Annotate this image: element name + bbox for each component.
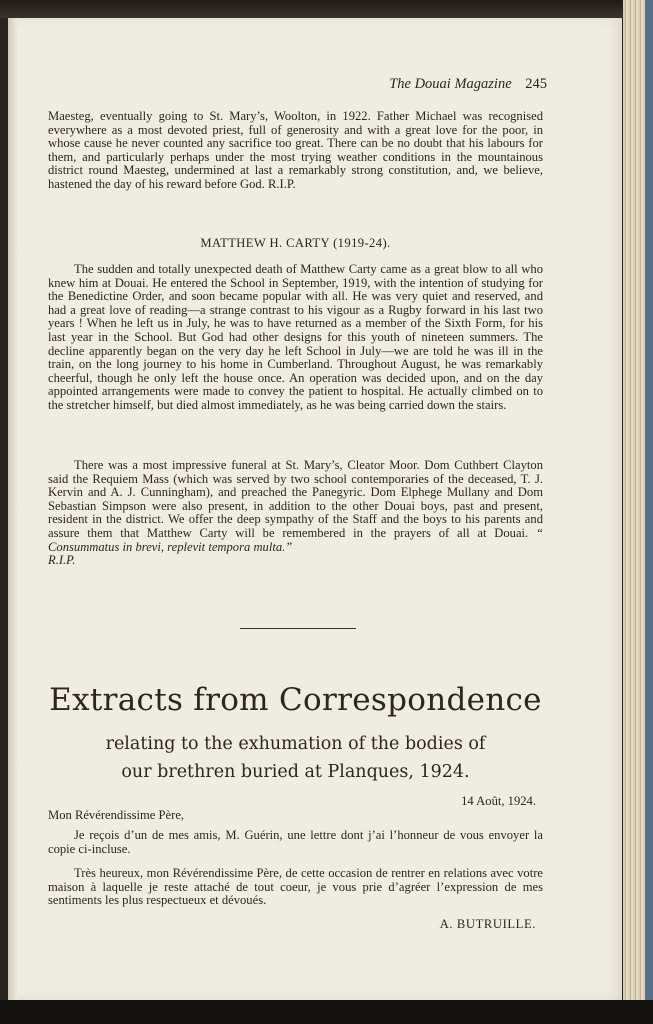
page-number: 245 xyxy=(525,76,547,92)
running-head xyxy=(389,76,547,93)
funeral-text: There was a most impressive funeral at St. Mary’s, Cleator Moor. Dom Cuthbert Clayton said the Requiem Mass (which was served by two school contemporaries of the deceased, T. J. Kervin and A. J. Cunningham), and preached the Panegyric. Dom Elphege Mullany and Dom Sebastian Simpson were also present, in addition to the other Douai boys, past and present, resident in the district. We offer the deep sympathy of the Staff and the boys to his parents and assure them that Matthew Carty will be remembered in the prayers of all at Douai. xyxy=(48,458,543,540)
obituary-heading: MATTHEW H. CARTY (1919-24). xyxy=(200,236,391,250)
obituary-paragraph-2 xyxy=(48,459,543,568)
letter-salutation: Mon Révérendissime Père, xyxy=(48,808,185,822)
section-title: Extracts from Correspondence xyxy=(49,682,542,718)
letter-paragraph-2 xyxy=(48,867,543,908)
book-cover-edge xyxy=(645,0,653,1024)
rip-mark: R.I.P. xyxy=(48,553,76,568)
paragraph-text: Très heureux, mon Révérendissime Père, de cette occasion de rentrer en relations avec votre maison à laquelle je reste attaché de tout coeur, je vous prie d’agréer l’expression de mes sentiments les plus respectueux et dévoués. xyxy=(48,866,543,908)
letter-date: 14 Août, 1924. xyxy=(461,794,536,808)
latin-quote: “ Consummatus in brevi, replevit tempora multa.” xyxy=(48,525,543,554)
book-binding-top xyxy=(0,0,653,18)
subtitle-line-2: our brethren buried at Planques, 1924. xyxy=(121,762,470,782)
letter-paragraph-1 xyxy=(48,829,543,856)
book-binding-bottom xyxy=(0,1000,653,1024)
magazine-page xyxy=(8,18,622,1000)
section-divider xyxy=(240,628,356,629)
paragraph-text xyxy=(48,459,543,568)
page-gutter xyxy=(8,18,18,1000)
paragraph-text: Je reçois d’un de mes amis, M. Guérin, une lettre dont j’ai l’honneur de vous envoyer la copie ci-incluse. xyxy=(48,828,543,856)
paragraph-text: The sudden and totally unexpected death of Matthew Carty came as a great blow to all who knew him at Douai. He entered the School in September, 1919, with the intention of studying for the Benedictine Order, and soon became popular with all. He was very quiet and reserved, and had a great love of reading—a strange contrast to his vigour as a Rugby forward in his last two years ! When he left us in July, he was to have returned as a member of the Sixth Form, for his last year in the School. But God had other designs for this youth of nineteen summers. The decline apparently began on the very day he left School in July—we are told he was ill in the train, on the long journey to his home in Cumberland. Throughout August, he was remarkably cheerful, though he only left the house once. An operation was decided upon, and on the day appointed arrangements were made to convey the patient to hospital. He actually climbed on to the stretcher himself, but died almost immediately, as he was being carried down the stairs. xyxy=(48,262,543,412)
paragraph-text: Maesteg, eventually going to St. Mary’s, Woolton, in 1922. Father Michael was recognised everywhere as a most devoted priest, full of generosity and with a great love for the poor, in whose cause he never counted any sacrifice too great. There can be no doubt that his labours for them, and particularly perhaps under the most trying weather conditions in the mountainous district round Maesteg, undermined at last a remarkably strong constitution, and, we believe, hastened the day of his reward before God. R.I.P. xyxy=(48,109,543,191)
continued-paragraph xyxy=(48,110,543,192)
obituary-paragraph-1 xyxy=(48,263,543,413)
letter-signature: A. BUTRUILLE. xyxy=(439,917,536,931)
section-subtitle xyxy=(48,730,543,786)
magazine-title: The Douai Magazine xyxy=(389,76,512,92)
subtitle-line-1: relating to the exhumation of the bodies of xyxy=(105,734,486,754)
